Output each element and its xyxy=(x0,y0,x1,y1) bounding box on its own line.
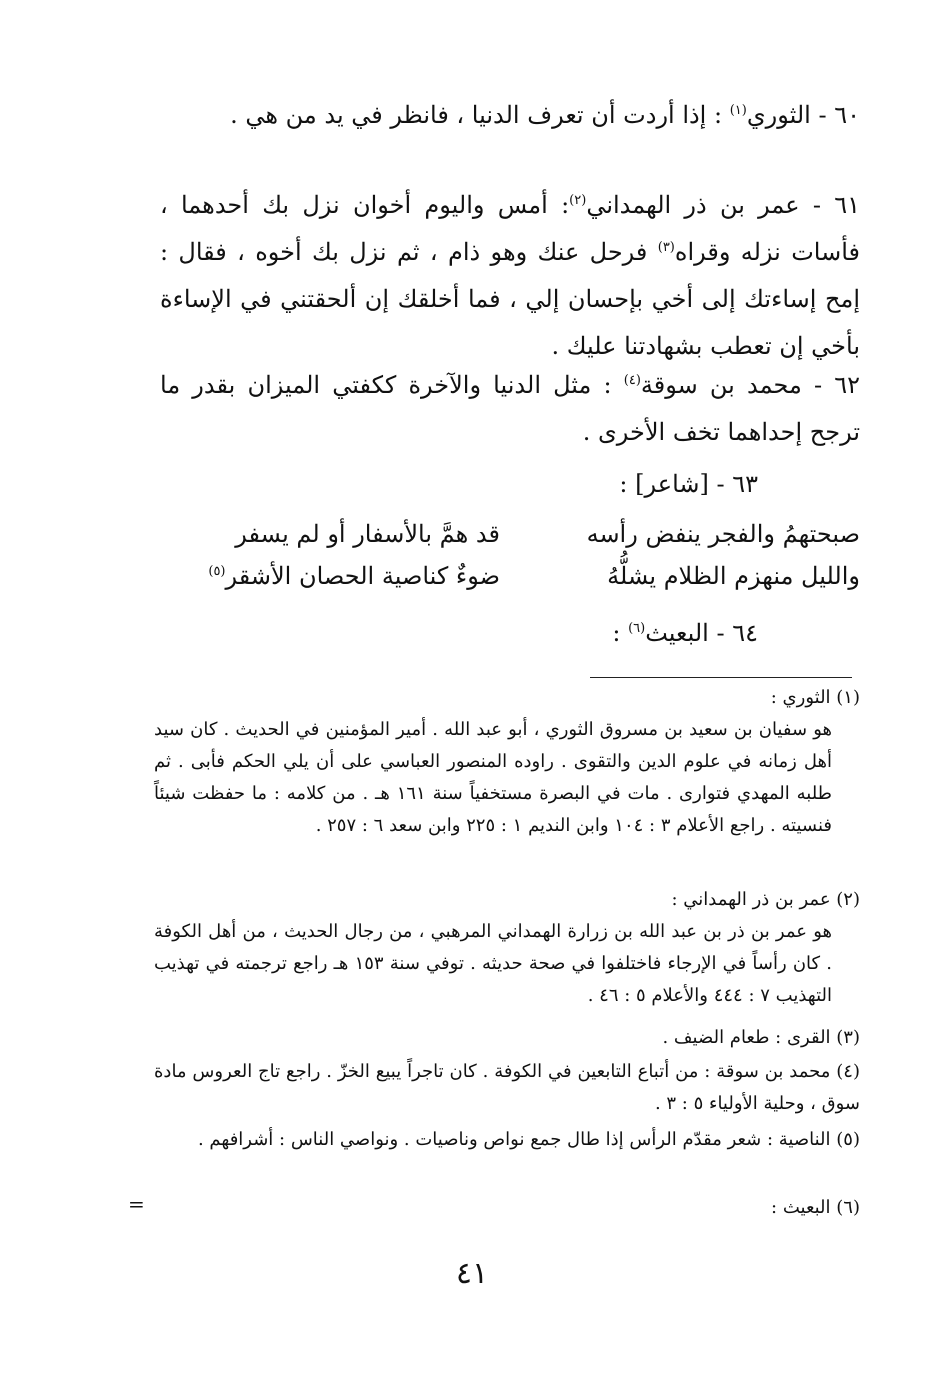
entry-62: ٦٢ - محمد بن سوقة$^{(٤)}$ : مثل الدنيا والآخرة ككفتي الميزان بقدر ما ترجح إحداهما تخف الأخرى . xyxy=(160,371,860,446)
verse-line-2 xyxy=(160,562,860,602)
footnote-6: (٦) البعيث : xyxy=(771,1197,860,1218)
verse-line-1 xyxy=(160,520,860,560)
footnote-ref-6[interactable]: (٦) xyxy=(628,621,646,636)
entry-61: ٦١ - عمر بن ذر الهمداني$^{(٢)}$: أمس واليوم أخوان نزل بك أحدهما ، فأسات نزله وقراه$^{(٣)}$ فرحل عنك وهو ذام ، ثم نزل بك أخوه ، فقال : إمح إساءتك إلى أخي بإحسان إلي ، فما أخلقك إن ألحقتني في الإساءة بأخي إن تعطب بشهادتنا عليك . xyxy=(160,191,860,360)
footnote-separator xyxy=(590,677,852,678)
footnote-5: (٥) الناصية : شعر مقدّم الرأس إذا طال جمع نواص وناصيات . ونواصي الناس : أشرافهم . xyxy=(197,1129,860,1150)
footnote-ref-5[interactable]: (٥) xyxy=(208,564,226,579)
footnote-1: (١) الثوري : هو سفيان بن سعيد بن مسروق الثوري ، أبو عبد الله . أمير المؤمنين في الحديث . كان سيد أهل زمانه في علوم الدين والتقوى . راوده المنصور العباسي على أن يلي الحكم فأبى . ثم طلبه المهدي فتوارى . مات في البصرة مستخفياً سنة ١٦١ هـ . من كلامه : ما حفظت شيئاً فنسيته . راجع الأعلام ٣ : ١٠٤ وابن النديم ١ : ٢٢٥ وابن سعد ٦ : ٢٥٧ . xyxy=(154,687,860,836)
footnote-2: (٢) عمر بن ذر الهمداني : هو عمر بن ذر بن عبد الله بن زرارة الهمداني المرهبي ، من رجال الحديث ، من أهل الكوفة . كان رأساً في الإرجاء فاختلفوا في صحة حديثه . توفي سنة ١٥٣ هـ راجع ترجمته في تهذيب التهذيب ٧ : ٤٤٤ والأعلام ٥ : ٤٦ . xyxy=(154,889,860,1006)
entry-60: ٦٠ - الثوري$^{(١)}$ : إذا أردت أن تعرف الدنيا ، فانظر في يد من هي . xyxy=(230,101,860,129)
verse-1-second-hemistich: قد همَّ بالأسفار أو لم يسفر xyxy=(235,520,500,548)
verse-1-first-hemistich: صبحتهمُ والفجر ينفض رأسه xyxy=(586,520,860,548)
entry-64: ٦٤ - البعيث$^{(٦)}$ : xyxy=(612,619,758,647)
footnote-3: (٣) القرى : طعام الضيف . xyxy=(662,1027,860,1048)
page-number: ٤١ xyxy=(455,1256,489,1291)
footnote-4: (٤) محمد بن سوقة : من أتباع التابعين في الكوفة . كان تاجراً يبيع الخزّ . راجع تاج العروس مادة سوق ، وحلية الأولياء ٥ : ٣ . xyxy=(154,1061,860,1114)
footnote-ref-1[interactable]: (١) xyxy=(729,103,747,118)
footnote-ref-2[interactable]: (٢) xyxy=(569,193,587,208)
footnote-ref-3[interactable]: (٣) xyxy=(657,240,675,255)
footnote-ref-4[interactable]: (٤) xyxy=(623,373,641,388)
verse-2-first-hemistich: والليل منهزم الظلام يشلُّهُ xyxy=(607,562,860,590)
margin-mark: = xyxy=(128,1192,145,1216)
entry-63: ٦٣ - [شاعر] : xyxy=(619,470,758,498)
verse-2-second-hemistich: ضوءٌ كناصية الحصان الأشقر$^{(٥)}$ xyxy=(208,562,500,590)
